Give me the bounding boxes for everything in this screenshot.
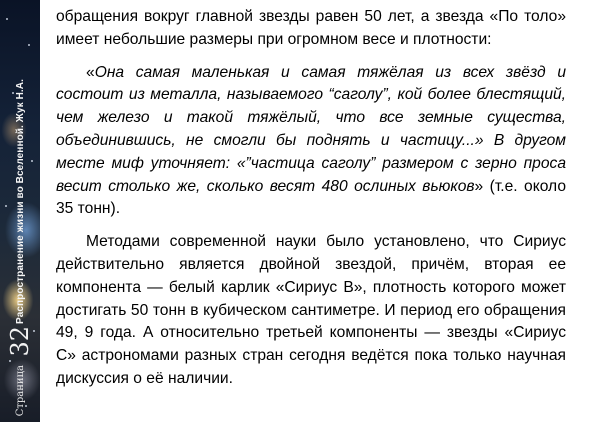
- running-title: Распространение жизни во Вселенной. Жук Н.А.: [14, 79, 26, 325]
- page-number: 32: [6, 326, 34, 357]
- myth-quote: Она самая маленькая и самая тяжёлая из всех звёзд и состоит из металла, называемого “саголу”, кой более блестящий, чем железо и такой тяжёлый, что все земные существа, объединившись, не смогли бы поднять и частицу...» В другом месте миф уточняет: «”частица саголу” размером с зерно проса весит столько же, сколько весят 480 ослиных вьюков: [56, 63, 566, 195]
- document-body: [56, 6, 566, 401]
- page-label: Страница: [14, 364, 26, 416]
- paragraph-3: Методами современной науки было установлено, что Сириус действительно является двойной звездой, причём, вторая ее компонента — белый карлик «Сириус В», плотность которого может достигать 50 тонн в кубическом сантиметре. И период его обращения 49, 9 года. А относительно третьей компоненты — звезды «Сириус С» астрономами разных стран сегодня ведётся пока только научная дискуссия о её наличии.: [56, 233, 566, 387]
- open-quote: «: [86, 63, 95, 81]
- sidebar-banner: [0, 0, 40, 422]
- paragraph-2-tail: » (т.е. около 35 тонн).: [56, 177, 566, 218]
- paragraph-2: [56, 62, 566, 222]
- paragraph-1: обращения вокруг главной звезды равен 50 лет, а звезда «По толо» имеет небольшие размеры при огромном весе и плотности:: [56, 8, 566, 48]
- sidebar-text-group: [2, 0, 38, 422]
